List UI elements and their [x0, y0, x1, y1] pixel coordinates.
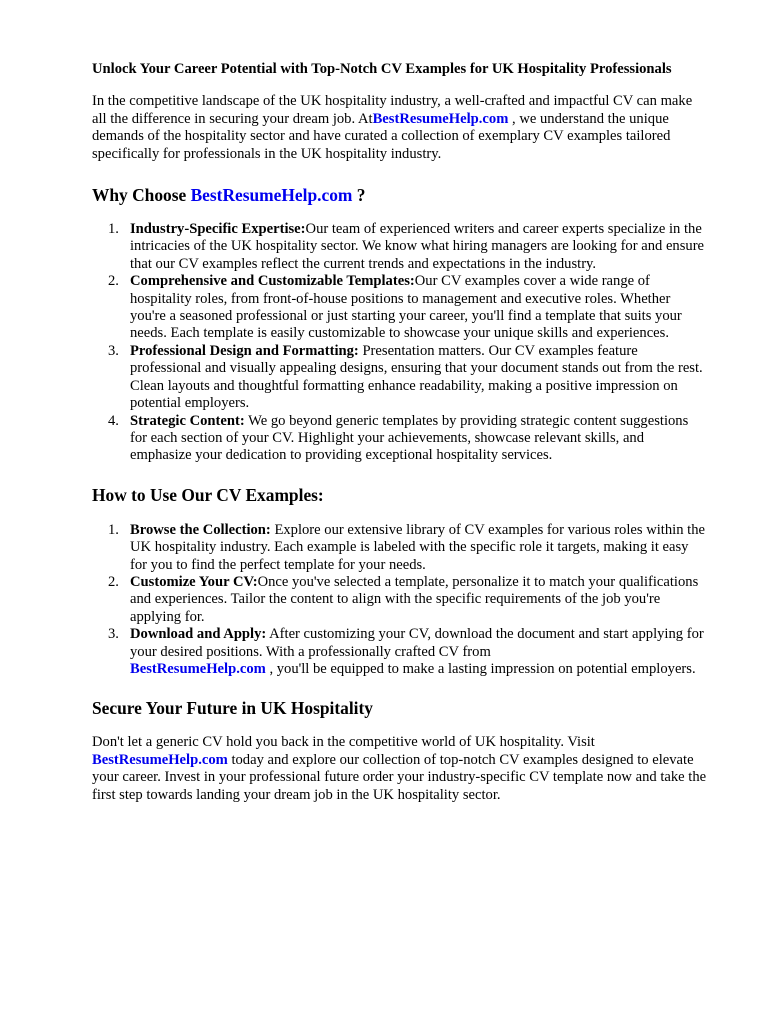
- why-choose-heading-suffix: ?: [356, 185, 366, 206]
- list-item-text: Our CV examples cover a wide range of hospitality roles, from front-of-house positions to management and executive roles. Whether you're a seasoned professional or just starting your career, you'll find a template that suits your needs. Each template is easily customizable to showcase your unique skills and experiences.: [130, 273, 682, 342]
- list-item: [92, 626, 708, 678]
- how-to-use-list: [92, 522, 708, 679]
- list-item-text: Presentation matters. Our CV examples feature professional and visually appealing designs, ensuring that your document stands out from the rest. Clean layouts and thoughtful formatting enhance readability, making a positive impression on potential employers.: [130, 342, 703, 412]
- list-item-link[interactable]: BestResumeHelp.com: [130, 660, 266, 677]
- secure-text-after: today and explore our collection of top-notch CV examples designed to elevate your career. Invest in your professional future order your industry-specific CV template now and take the first step towards landing your dream job in the UK hospitality sector.: [92, 751, 707, 803]
- list-number: 1.: [108, 521, 119, 538]
- how-to-use-heading: How to Use Our CV Examples:: [92, 484, 324, 505]
- intro-text: In the competitive landscape of the UK hospitality industry, a well-crafted and impactful CV can make all the difference in securing your dream job. At: [92, 93, 693, 127]
- intro-paragraph: [92, 93, 708, 163]
- list-item-text: Explore our extensive library of CV examples for various roles within the UK hospitality industry. Each example is labeled with the specific role it targets, making it easy for you to find the perfect template for your needs.: [130, 521, 705, 573]
- list-item-label: Strategic Content:: [130, 412, 245, 429]
- list-number: 3.: [108, 626, 119, 643]
- list-item-label: Comprehensive and Customizable Templates:: [130, 273, 415, 290]
- list-item-text: We go beyond generic templates by providing strategic content suggestions for each section of your CV. Highlight your achievements, showcase relevant skills, and emphasize your dedication to providing exceptional hospitality services.: [130, 412, 689, 464]
- list-item-label: Browse the Collection:: [130, 521, 271, 538]
- list-item-text-after: , you'll be equipped to make a lasting impression on potential employers.: [269, 660, 696, 677]
- list-item-label: Industry-Specific Expertise:: [130, 221, 306, 238]
- list-item: [92, 221, 708, 273]
- list-item: [92, 413, 708, 465]
- list-number: 2.: [108, 273, 119, 290]
- list-number: 1.: [108, 221, 119, 238]
- list-item-label: Customize Your CV:: [130, 573, 258, 590]
- list-item: [92, 574, 708, 626]
- list-number: 2.: [108, 573, 119, 590]
- list-item-text: After customizing your CV, download the document and start applying for your desired positions. With a professionally crafted CV from: [130, 626, 704, 660]
- list-item-text: Our team of experienced writers and career experts specialize in the intricacies of the UK hospitality sector. We know what hiring managers are looking for and ensure that our CV examples reflect the current trends and expectations in the industry.: [130, 221, 705, 272]
- list-item-label: Download and Apply:: [130, 626, 267, 643]
- secure-paragraph: [92, 734, 708, 804]
- why-choose-heading-text: Why Choose: [92, 185, 187, 206]
- secure-text: Don't let a generic CV hold you back in the competitive world of UK hospitality. Visit: [92, 734, 595, 751]
- list-item: [92, 343, 708, 413]
- intro-link[interactable]: BestResumeHelp.com: [372, 110, 509, 127]
- list-number: 3.: [108, 342, 119, 359]
- list-number: 4.: [108, 412, 119, 429]
- why-choose-list: [92, 221, 708, 465]
- secure-link[interactable]: BestResumeHelp.com: [92, 751, 228, 768]
- intro-text-after: , we understand the unique demands of the hospitality sector and have curated a collection of exemplary CV examples tailored specifically for professionals in the UK hospitality industry.: [92, 110, 671, 162]
- secure-heading: Secure Your Future in UK Hospitality: [92, 698, 373, 719]
- list-item: [92, 273, 708, 343]
- list-item: [92, 522, 708, 574]
- why-choose-heading: [92, 185, 708, 205]
- page-title: Unlock Your Career Potential with Top-Notch CV Examples for UK Hospitality Professionals: [92, 61, 672, 77]
- list-item-label: Professional Design and Formatting:: [130, 342, 359, 359]
- list-item-text: Once you've selected a template, personalize it to match your qualifications and experiences. Tailor the content to align with the specific requirements of the job you're applying for.: [130, 573, 699, 625]
- why-choose-heading-link[interactable]: BestResumeHelp.com: [190, 185, 353, 206]
